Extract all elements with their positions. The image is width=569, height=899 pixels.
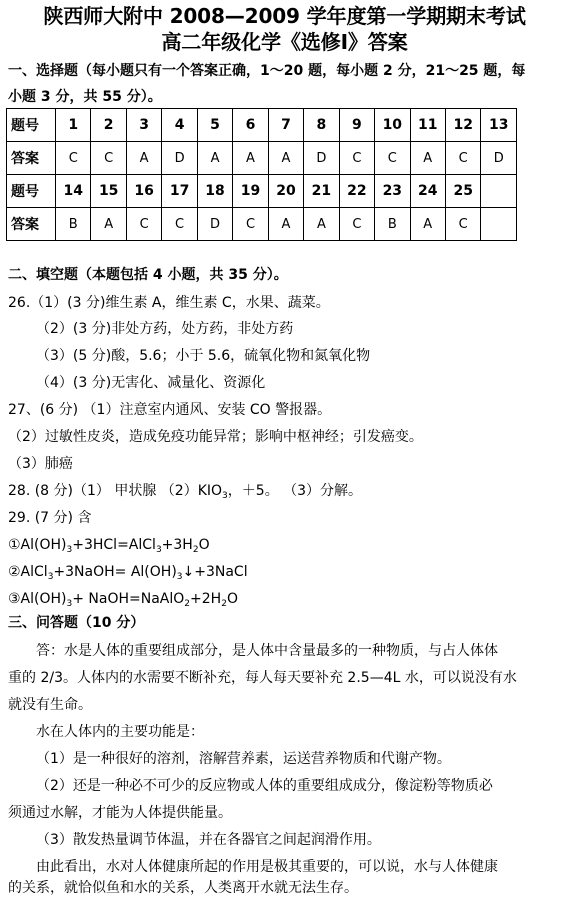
answer-cell: A	[268, 142, 303, 175]
equation-2	[8, 562, 248, 582]
question-number	[481, 175, 517, 208]
answer-paragraph-line: 须通过水解，才能为人体提供能量。	[8, 805, 232, 821]
question-number: 21	[304, 175, 339, 208]
label-question-number: 题号	[7, 109, 56, 142]
q28-text-b: ，＋5。 （3）分解。	[227, 483, 363, 499]
question-number: 15	[91, 175, 126, 208]
question-number: 8	[304, 109, 339, 142]
answer-paragraph-line: 的关系，就恰似鱼和水的关系，人类离开水就无法生存。	[8, 880, 358, 896]
q27-part2: （2）过敏性皮炎，造成免疫功能异常；影响中枢神经；引发癌变。	[8, 429, 423, 445]
question-number: 9	[339, 109, 374, 142]
answer-paragraph-line: 由此看出，水对人体健康所起的作用是极其重要的，可以说，水与人体健康	[36, 859, 498, 875]
answer-cell: C	[162, 208, 197, 241]
table-row-answers-1	[7, 142, 517, 175]
question-number: 22	[339, 175, 374, 208]
question-number: 10	[375, 109, 410, 142]
question-number: 1	[56, 109, 91, 142]
q28-text-a: 28. (8 分)（1） 甲状腺 （2）KIO	[8, 483, 223, 499]
question-number: 2	[91, 109, 126, 142]
question-number: 23	[375, 175, 410, 208]
section1-heading: 一、选择题（每小题只有一个答案正确，1～20 题，每小题 2 分，21～25 题，每	[8, 63, 526, 79]
document-subtitle: 高二年级化学《选修Ⅰ》答案	[161, 30, 408, 54]
answer-cell: A	[91, 208, 126, 241]
answer-cell: C	[233, 208, 268, 241]
answer-cell: A	[126, 142, 161, 175]
eq-text: O	[226, 591, 238, 607]
question-number: 3	[126, 109, 161, 142]
question-number: 18	[197, 175, 232, 208]
label-answer: 答案	[7, 142, 56, 175]
section3-heading: 三、问答题（10 分）	[8, 615, 145, 631]
eq-text: ①Al(OH)	[8, 537, 67, 553]
eq-text: +3HCl=AlCl	[72, 537, 156, 553]
answer-paragraph-line: 水在人体内的主要功能是：	[36, 724, 204, 740]
answer-cell: C	[445, 142, 480, 175]
answer-cell	[481, 208, 517, 241]
answer-paragraph-line: （3）散发热量调节体温，并在各器官之间起润滑作用。	[36, 832, 381, 848]
answer-table	[6, 108, 517, 241]
answer-cell: C	[445, 208, 480, 241]
answer-cell: A	[197, 142, 232, 175]
question-number: 20	[268, 175, 303, 208]
question-number: 13	[481, 109, 517, 142]
answer-cell: D	[162, 142, 197, 175]
answer-cell: A	[304, 208, 339, 241]
eq-text: O	[198, 537, 210, 553]
q29-answer: 29. (7 分) 含	[8, 510, 92, 526]
question-number: 16	[126, 175, 161, 208]
answer-cell: C	[56, 142, 91, 175]
table-row-answers-2	[7, 208, 517, 241]
answer-cell: A	[410, 208, 445, 241]
subscript: 3	[176, 572, 183, 582]
question-number: 6	[233, 109, 268, 142]
question-number: 7	[268, 109, 303, 142]
q26-part2: （2）(3 分)非处方药，处方药，非处方药	[36, 321, 294, 337]
question-number: 25	[445, 175, 480, 208]
equation-3	[8, 589, 238, 609]
answer-cell: C	[339, 142, 374, 175]
question-number: 19	[233, 175, 268, 208]
eq-text: ②AlCl	[8, 564, 48, 580]
answer-cell: B	[56, 208, 91, 241]
question-number: 12	[445, 109, 480, 142]
eq-text: ↓+3NaCl	[182, 564, 248, 580]
answer-cell: C	[126, 208, 161, 241]
answer-cell: A	[268, 208, 303, 241]
answer-cell: D	[304, 142, 339, 175]
answer-paragraph-line: 就没有生命。	[8, 697, 92, 713]
question-number: 4	[162, 109, 197, 142]
eq-text: ③Al(OH)	[8, 591, 67, 607]
subscript: 3	[66, 599, 73, 609]
eq-text: +3H	[161, 537, 193, 553]
answer-paragraph-line: （1）是一种很好的溶剂，溶解营养素，运送营养物质和代谢产物。	[36, 751, 451, 767]
eq-text: +3NaOH= Al(OH)	[53, 564, 177, 580]
section1-heading-cont: 小题 3 分，共 55 分）。	[8, 89, 162, 105]
subscript: 2	[192, 545, 199, 555]
question-number: 17	[162, 175, 197, 208]
subscript: 3	[155, 545, 162, 555]
equation-1	[8, 535, 210, 555]
answer-cell: D	[481, 142, 517, 175]
answer-paragraph-line: 重的 2/3。人体内的水需要不断补充，每人每天要补充 2.5—4L 水，可以说没有水	[8, 670, 517, 686]
answer-cell: A	[410, 142, 445, 175]
answer-cell: C	[91, 142, 126, 175]
subscript: 2	[221, 599, 227, 609]
answer-cell: D	[197, 208, 232, 241]
table-row-numbers-2	[7, 175, 517, 208]
question-number: 14	[56, 175, 91, 208]
subscript: 2	[184, 599, 191, 609]
answer-cell: A	[233, 142, 268, 175]
answer-cell: C	[375, 142, 410, 175]
question-number: 11	[410, 109, 445, 142]
answer-cell: C	[339, 208, 374, 241]
answer-paragraph-line: 答：水是人体的重要组成部分，是人体中含量最多的一种物质，与占人体体	[36, 643, 498, 659]
document-title: 陕西师大附中 2008—2009 学年度第一学期期末考试	[43, 4, 526, 28]
subscript: 3	[66, 545, 73, 555]
q27-part3: （3）肺癌	[8, 456, 73, 472]
q27-part1: 27、(6 分) （1）注意室内通风、安装 CO 警报器。	[8, 402, 332, 418]
answer-paragraph-line: （2）还是一种必不可少的反应物或人体的重要组成成分，像淀粉等物质必	[36, 778, 493, 794]
section2-heading: 二、填空题（本题包括 4 小题，共 35 分）。	[8, 267, 288, 283]
eq-text: +2H	[190, 591, 222, 607]
question-number: 24	[410, 175, 445, 208]
question-number: 5	[197, 109, 232, 142]
label-answer: 答案	[7, 208, 56, 241]
subscript: 3	[47, 572, 54, 582]
q26-part4: （4）(3 分)无害化、减量化、资源化	[36, 375, 266, 391]
eq-text: + NaOH=NaAlO	[72, 591, 185, 607]
q28-answer	[8, 481, 362, 501]
q26-part3: （3）(5 分)酸，5.6；小于 5.6，硫氧化物和氮氧化物	[36, 348, 371, 364]
answer-cell: B	[375, 208, 410, 241]
label-question-number: 题号	[7, 175, 56, 208]
q26-part1: 26.（1）(3 分)维生素 A，维生素 C，水果、蔬菜。	[8, 295, 330, 311]
subscript: 3	[222, 491, 228, 501]
table-row-numbers-1	[7, 109, 517, 142]
